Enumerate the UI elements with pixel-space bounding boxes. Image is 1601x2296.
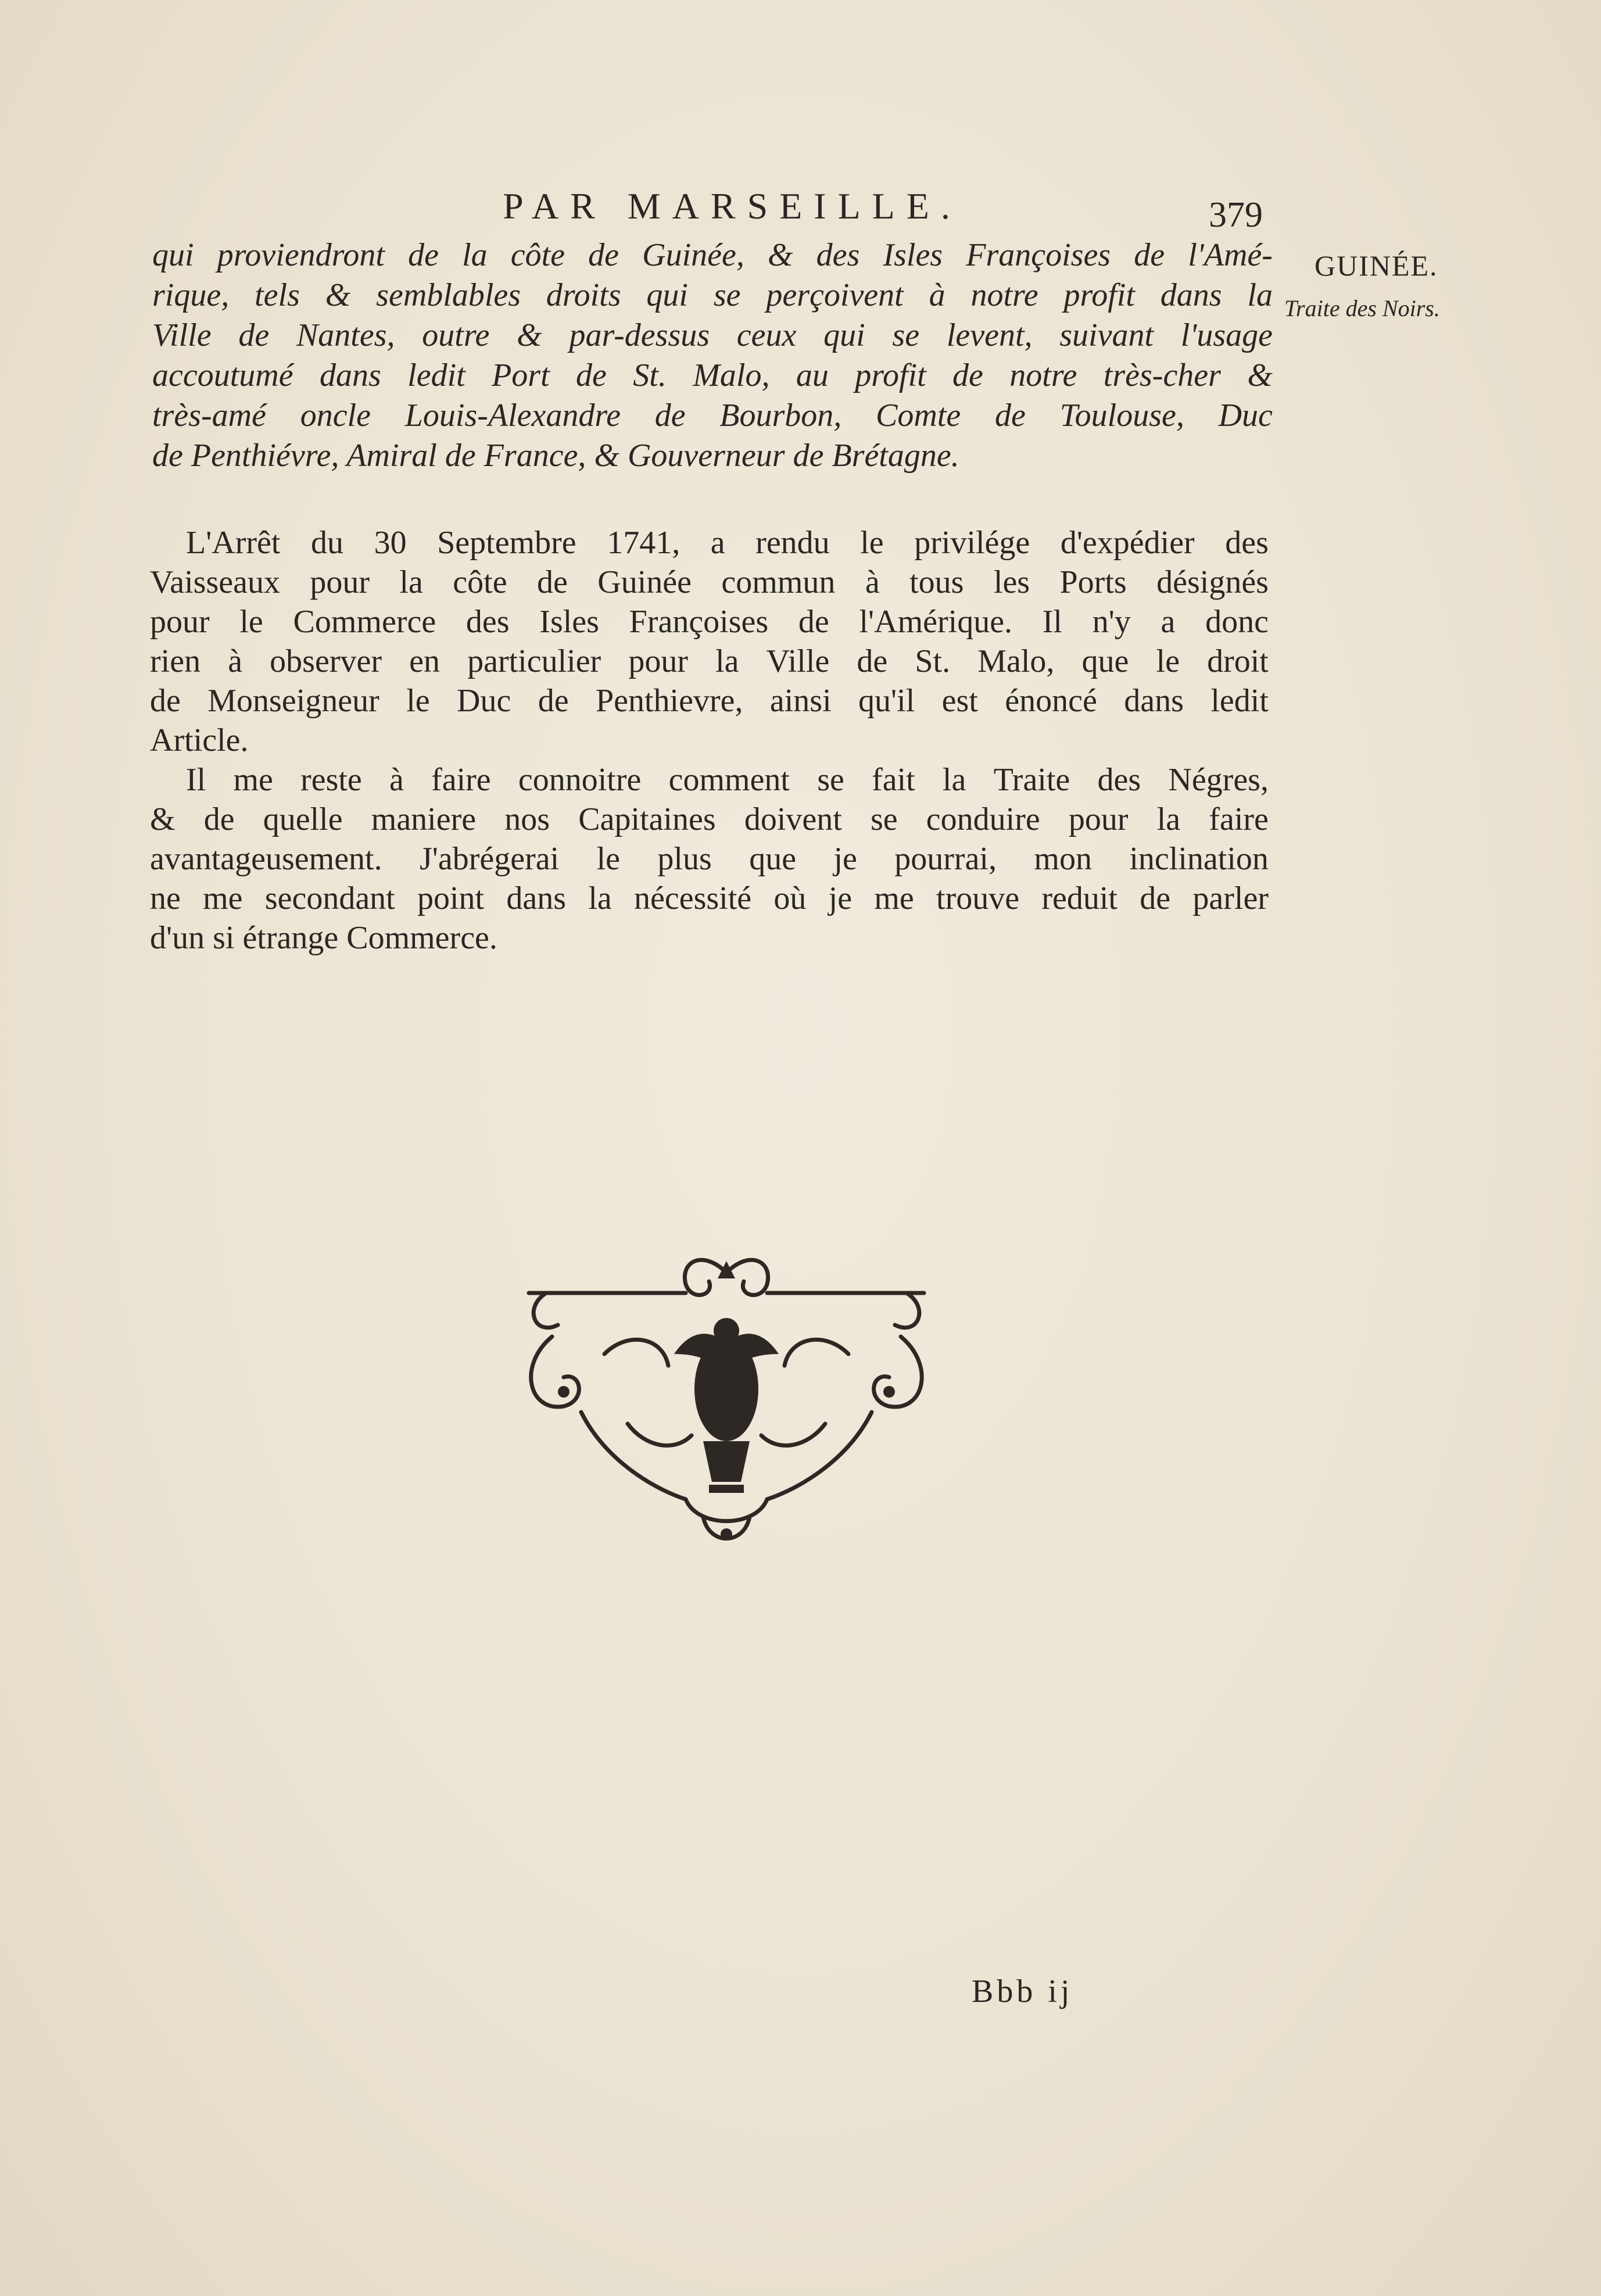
running-head: PAR MARSEILLE. — [503, 185, 962, 227]
text-line: pour le Commerce des Isles Françoises de l'Amérique. Il n'y a donc — [150, 604, 1269, 640]
signature-mark: Bbb ij — [972, 1973, 1073, 2010]
ornamental-vignette-icon — [511, 1238, 941, 1563]
text-line: ne me secondant point dans la nécessité où je me trouve reduit de parler — [150, 880, 1269, 916]
text-line: Il me reste à faire connoitre comment se fait la Traite des Négres, — [186, 762, 1269, 798]
text-line: Vaisseaux pour la côte de Guinée commun à tous les Ports désignés — [150, 564, 1269, 600]
text-line: d'un si étrange Commerce. — [150, 920, 497, 956]
text-line: de Monseigneur le Duc de Penthievre, ainsi qu'il est énoncé dans ledit — [150, 683, 1269, 719]
text-line: & de quelle maniere nos Capitaines doivent se conduire pour la faire — [150, 801, 1269, 837]
text-line: accoutumé dans ledit Port de St. Malo, au profit de notre très-cher & — [152, 357, 1273, 393]
text-line: Article. — [150, 722, 249, 758]
text-line: avantageusement. J'abrégerai le plus que je pourrai, mon inclination — [150, 841, 1269, 877]
roman-paragraphs — [150, 523, 1269, 958]
text-line: L'Arrêt du 30 Septembre 1741, a rendu le privilége d'expédier des — [186, 525, 1269, 561]
text-line: rien à observer en particulier pour la Ville de St. Malo, que le droit — [150, 643, 1269, 679]
page-number: 379 — [1209, 195, 1263, 235]
text-line: très-amé oncle Louis-Alexandre de Bourbon, Comte de Toulouse, Duc — [152, 397, 1273, 434]
text-line: Ville de Nantes, outre & par-dessus ceux qui se levent, suivant l'usage — [152, 317, 1273, 353]
margin-note-guinee: GUINÉE. — [1315, 249, 1438, 282]
margin-note-traite: Traite des Noirs. — [1284, 295, 1440, 321]
text-line: rique, tels & semblables droits qui se perçoivent à notre profit dans la — [152, 277, 1273, 313]
text-line: qui proviendront de la côte de Guinée, & des Isles Françoises de l'Amé- — [152, 237, 1273, 273]
text-line: de Penthiévre, Amiral de France, & Gouverneur de Brétagne. — [152, 438, 959, 474]
italic-paragraph — [152, 235, 1273, 476]
